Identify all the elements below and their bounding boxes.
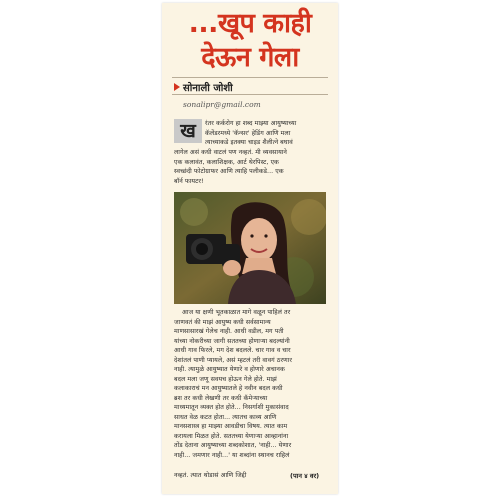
intro-line: बॉर्न फायटर! [174, 177, 204, 185]
body-line: तोंड देताना आयुष्याच्या शब्दकोशात, 'नाही... येणार [174, 442, 292, 449]
body-line: यांच्या नोकरीच्या जागी सततच्या होणाऱ्या बदल्यांनी [174, 337, 290, 345]
body-line: साधत वेळ कटत होता... त्यातच काव्य आणि [174, 413, 277, 421]
intro-line: कॅलेंडरमध्ये 'कॅन्सर' हेडिंग आणि मला [205, 129, 291, 137]
woman-with-camera-image [174, 192, 326, 304]
drop-cap: ख [174, 119, 202, 143]
divider-bottom [172, 94, 328, 95]
headline-line-1: ...खूप काही [188, 8, 312, 39]
body-line: नव्हतं. त्यात थोडासं आणि जिद्दी [174, 472, 247, 479]
body-line: ब्रश तर कधी लेखणी तर कधी कॅमेऱ्याच्या [174, 394, 268, 402]
author-email: sonalipr@gmail.com [183, 100, 261, 109]
body-line: कलाकाराचं मन आयुष्यातले हे नवीन बदल कधी [174, 385, 283, 392]
body-line: माणसासारखं गेलेच नाही. आधी वडील, मग पती [174, 328, 284, 335]
intro-line: त्याच्याकडे इतक्या चाइड शैलीत्ने बघावं [205, 139, 293, 146]
intro-line: लागेल असं कधी वाटलं पण नव्हतं. मी व्यवसायाने [174, 149, 287, 156]
continued-on-page: (पान ४ वर) [290, 472, 320, 480]
headline-line-2: देऊन गेला [201, 42, 299, 73]
byline-arrow-icon [174, 83, 180, 91]
body-line: मानसशास्त्र हा माझ्या आवडीचा विषय. त्यात काम [174, 423, 288, 430]
body-line: नाही. त्यामुळे आयुष्यात येणारे व होणारे अचानक [174, 366, 285, 373]
divider-top [172, 77, 328, 78]
body-line: जाणवतं की माझं आयुष्य कधी सर्वसामान्य [174, 318, 271, 326]
body-line: आज या क्षणी भूतकाळात मागे वळून पाहिलं तर [182, 309, 291, 316]
body-line: आधी गाव फिरले, मग देश बदलले. चार गाव व चार [174, 347, 291, 354]
intro-line: स्वच्छंदी फोटोग्राफर आणि त्याहि पलीकडे... एक [174, 168, 284, 175]
body-line: माध्यमातून व्यक्त होत होते... निसर्गाशी मुकासंवाद [174, 404, 289, 411]
body-line: नाही... जमणार नाही...' या शब्दांना स्थानच राहिलं [174, 451, 290, 459]
newspaper-clipping [162, 3, 338, 494]
author-byline: सोनाली जोशी [183, 83, 233, 94]
intro-line: रंतर कर्करोग हा शब्द माझ्या आयुष्याच्या [205, 120, 297, 127]
body-line: करायला मिळत होते. सततच्या येणाऱ्या आव्हानांना [174, 432, 289, 440]
intro-line: एक कलावंत, कलाशिक्षक, आर्ट थेरपिस्ट, एक [174, 158, 279, 166]
body-line: देशांतलं पाणी प्यायले, असं म्हटलं तरी वावगं ठरणार [174, 356, 292, 364]
body-line: बदल मला जणू सवयच होऊन गेले होते. माझं [174, 375, 277, 383]
author-photo [174, 192, 326, 304]
